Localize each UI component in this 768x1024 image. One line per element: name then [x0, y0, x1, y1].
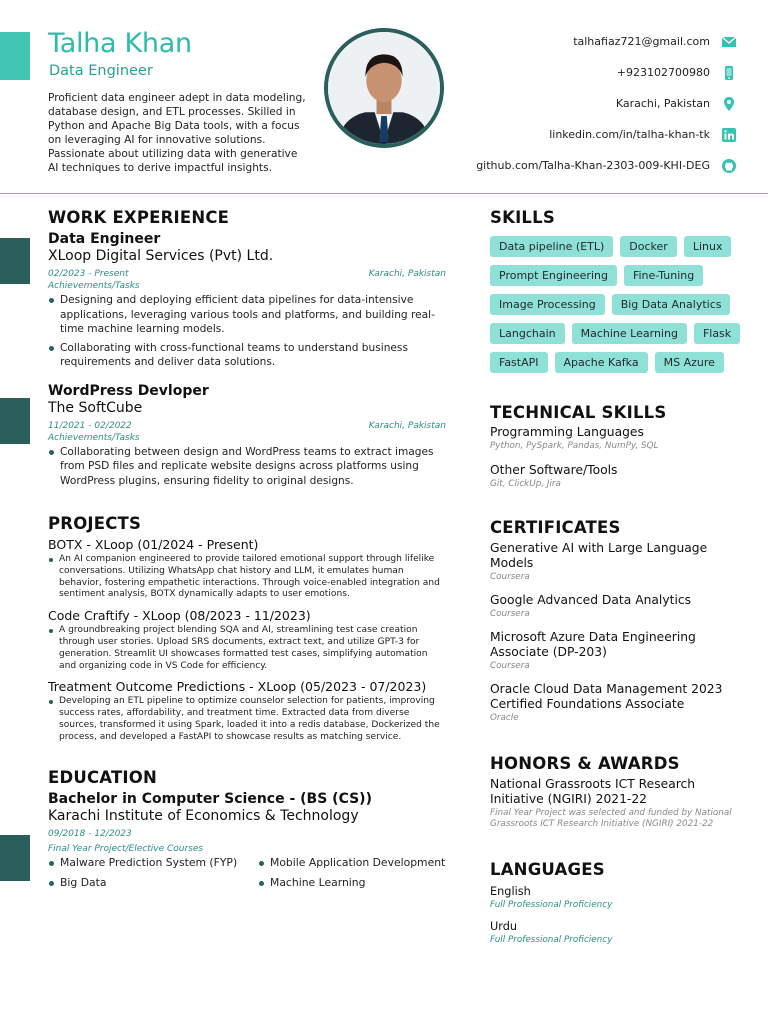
project-bullets — [48, 625, 446, 672]
project-entry — [48, 537, 446, 601]
honor-detail: Final Year Project was selected and funded by National Grassroots ICT Research Initiative (NGIRI) 2021-22 — [490, 808, 732, 829]
contact-location — [476, 88, 738, 119]
education-entry — [48, 791, 446, 896]
certificate-issuer: Coursera — [490, 661, 530, 671]
honors-section-title: HONORS & AWARDS — [490, 754, 680, 773]
job-bullet: Collaborating between design and WordPress teams to extract images from PSD files and replicate website designs across platforms using WordPress plugins, ensuring fidelity to original designs. — [48, 445, 446, 489]
courses-label: Final Year Project/Elective Courses — [48, 843, 204, 854]
contact-phone[interactable] — [476, 57, 738, 88]
skill-tags — [490, 236, 746, 373]
skill-tag: Fine-Tuning — [624, 265, 703, 286]
skill-tag: Docker — [620, 236, 677, 257]
contact-linkedin[interactable] — [476, 119, 738, 150]
left-column — [48, 208, 446, 896]
skill-tag: Image Processing — [490, 294, 605, 315]
technical-skill-detail: Python, PySpark, Pandas, NumPy, SQL — [490, 441, 659, 451]
certificate-name: Oracle Cloud Data Management 2023 Certified Foundations Associate — [490, 682, 723, 711]
language-name: Urdu — [490, 920, 518, 933]
achievements-label: Achievements/Tasks — [48, 432, 140, 443]
skill-tag: Data pipeline (ETL) — [490, 236, 613, 257]
education-section-title: EDUCATION — [48, 767, 157, 787]
contact-list — [476, 26, 738, 181]
job-title: WordPress Devloper — [48, 382, 209, 399]
skill-tag: Flask — [694, 323, 740, 344]
certificate-item — [490, 593, 740, 620]
profile-summary: Proficient data engineer adept in data modeling, database design, and ETL processes. Skilled in Python and Apache Big Data tools, with a focus on leveraging AI for innovative solutions. Passionate about utilizing data with generative AI techniques to derive impactful insights. — [48, 92, 306, 174]
certificates-section-title: CERTIFICATES — [490, 518, 621, 537]
location-pin-icon — [720, 95, 738, 113]
certificate-issuer: Oracle — [490, 713, 519, 723]
job-dates: 02/2023 - Present — [48, 269, 129, 279]
project-entry — [48, 679, 446, 743]
skill-tag: MS Azure — [655, 352, 724, 373]
honor-item — [490, 777, 740, 830]
project-title: Treatment Outcome Predictions - XLoop (05/2023 - 07/2023) — [48, 679, 427, 695]
achievements-label: Achievements/Tasks — [48, 281, 140, 291]
candidate-name: Talha Khan — [48, 28, 192, 59]
linkedin-icon — [720, 126, 738, 144]
project-bullets — [48, 554, 446, 601]
project-description: A groundbreaking project blending SQA and AI, streamlining test case creation through user stories. Upload SRS documents, extract text, and utilize GPT-3 for generation. Streamlit UI showcases formatted test cases, simplifying automation and organizing code in VS Code for efficiency. — [48, 625, 446, 672]
skill-tag: Big Data Analytics — [612, 294, 731, 315]
degree-title: Bachelor in Computer Science - (BS (CS)) — [48, 790, 372, 807]
skill-tag: Apache Kafka — [555, 352, 648, 373]
project-description: An AI companion engineered to provide tailored emotional support through lifelike conversations. Utilizing WhatsApp chat history and LLM, it emulates human behavior, fostering empathetic interactions. Through voice-enabled integration and sentiment analysis, BOTX dynamically adapts to user emotions. — [48, 554, 446, 601]
course-list — [48, 856, 446, 896]
github-icon — [720, 157, 738, 175]
language-level: Full Professional Proficiency — [490, 935, 613, 945]
github-text[interactable]: github.com/Talha-Khan-2303-009-KHI-DEG — [476, 159, 710, 172]
job-location: Karachi, Pakistan — [368, 269, 446, 279]
job-bullets — [48, 293, 446, 370]
languages-section-title: LANGUAGES — [490, 860, 605, 879]
certificate-issuer: Coursera — [490, 572, 530, 582]
job-bullet: Designing and deploying efficient data pipelines for data-intensive applications, leveraging various tools and platforms, and building real-time machine learning models. — [48, 293, 446, 337]
person-avatar-icon — [328, 32, 440, 144]
project-description: Developing an ETL pipeline to optimize counselor selection for patients, improving success rates, affordability, and treatment time. Extracted data from diverse sources, transformed it using Spark, loaded it into a redis database, Dockerized the process, and developed a FastAPI to showcase results as matching service. — [48, 696, 446, 743]
job-title: Data Engineer — [48, 231, 161, 247]
certificate-item — [490, 682, 740, 724]
education-accent-bar — [0, 835, 30, 881]
phone-icon — [720, 64, 738, 82]
skill-tag: Linux — [684, 236, 732, 257]
right-column — [490, 208, 740, 946]
certificate-item — [490, 541, 740, 583]
technical-skill-name: Programming Languages — [490, 425, 644, 439]
phone-text[interactable]: +923102700980 — [616, 66, 710, 79]
school-name: Karachi Institute of Economics & Technology — [48, 807, 359, 824]
project-entry — [48, 608, 446, 672]
profile-photo — [324, 28, 444, 148]
language-item — [490, 920, 740, 946]
job-location: Karachi, Pakistan — [368, 420, 446, 431]
linkedin-text[interactable]: linkedin.com/in/talha-khan-tk — [549, 128, 710, 141]
technical-skill-name: Other Software/Tools — [490, 463, 618, 477]
mail-icon — [720, 33, 738, 51]
certificate-name: Google Advanced Data Analytics — [490, 593, 692, 607]
certificate-name: Microsoft Azure Data Engineering Associate (DP-203) — [490, 630, 696, 659]
education-dates — [48, 829, 446, 839]
job-entry — [48, 383, 446, 489]
contact-github[interactable] — [476, 150, 738, 181]
job-company: The SoftCube — [48, 399, 143, 416]
project-title: BOTX - XLoop (01/2024 - Present) — [48, 537, 259, 552]
language-level: Full Professional Proficiency — [490, 900, 613, 910]
job-dates: 11/2021 - 02/2022 — [48, 420, 132, 431]
honor-name: National Grassroots ICT Research Initiative (NGIRI) 2021-22 — [490, 777, 696, 806]
job-accent-bar — [0, 238, 30, 284]
course-item: Mobile Application Development — [258, 856, 448, 870]
job-meta — [48, 421, 446, 431]
technical-skills-section-title: TECHNICAL SKILLS — [490, 403, 667, 422]
candidate-role: Data Engineer — [49, 63, 153, 79]
job-meta — [48, 269, 446, 279]
job-entry — [48, 231, 446, 370]
skill-tag: Machine Learning — [572, 323, 687, 344]
course-item: Malware Prediction System (FYP) — [48, 856, 258, 870]
location-text: Karachi, Pakistan — [615, 97, 710, 110]
certificate-item — [490, 630, 740, 672]
header-divider — [0, 193, 768, 194]
course-item: Machine Learning — [258, 876, 448, 890]
job-accent-bar — [0, 398, 30, 444]
job-bullets — [48, 445, 446, 489]
skill-tag: Langchain — [490, 323, 565, 344]
project-bullets — [48, 696, 446, 743]
technical-skill-item — [490, 463, 740, 490]
certificate-name: Generative AI with Large Language Models — [490, 541, 708, 570]
technical-skill-item — [490, 425, 740, 452]
job-bullet: Collaborating with cross-functional teams to understand business requirements and deliver data solutions. — [48, 341, 446, 370]
project-title: Code Craftify - XLoop (08/2023 - 11/2023) — [48, 608, 311, 624]
certificate-issuer: Coursera — [490, 609, 530, 619]
language-item — [490, 885, 740, 911]
email-text[interactable]: talhafiaz721@gmail.com — [573, 35, 710, 48]
course-item: Big Data — [48, 876, 258, 890]
technical-skill-detail: Git, ClickUp, Jira — [490, 479, 561, 489]
job-company: XLoop Digital Services (Pvt) Ltd. — [48, 248, 274, 264]
skill-tag: Prompt Engineering — [490, 265, 617, 286]
projects-section-title: PROJECTS — [48, 514, 142, 533]
contact-email[interactable] — [476, 26, 738, 57]
language-name: English — [490, 885, 531, 898]
skill-tag: FastAPI — [490, 352, 548, 373]
education-dates-text: 09/2018 - 12/2023 — [48, 828, 132, 839]
work-section-title: WORK EXPERIENCE — [48, 208, 230, 227]
header-accent-bar — [0, 32, 30, 80]
skills-section-title: SKILLS — [490, 208, 555, 227]
